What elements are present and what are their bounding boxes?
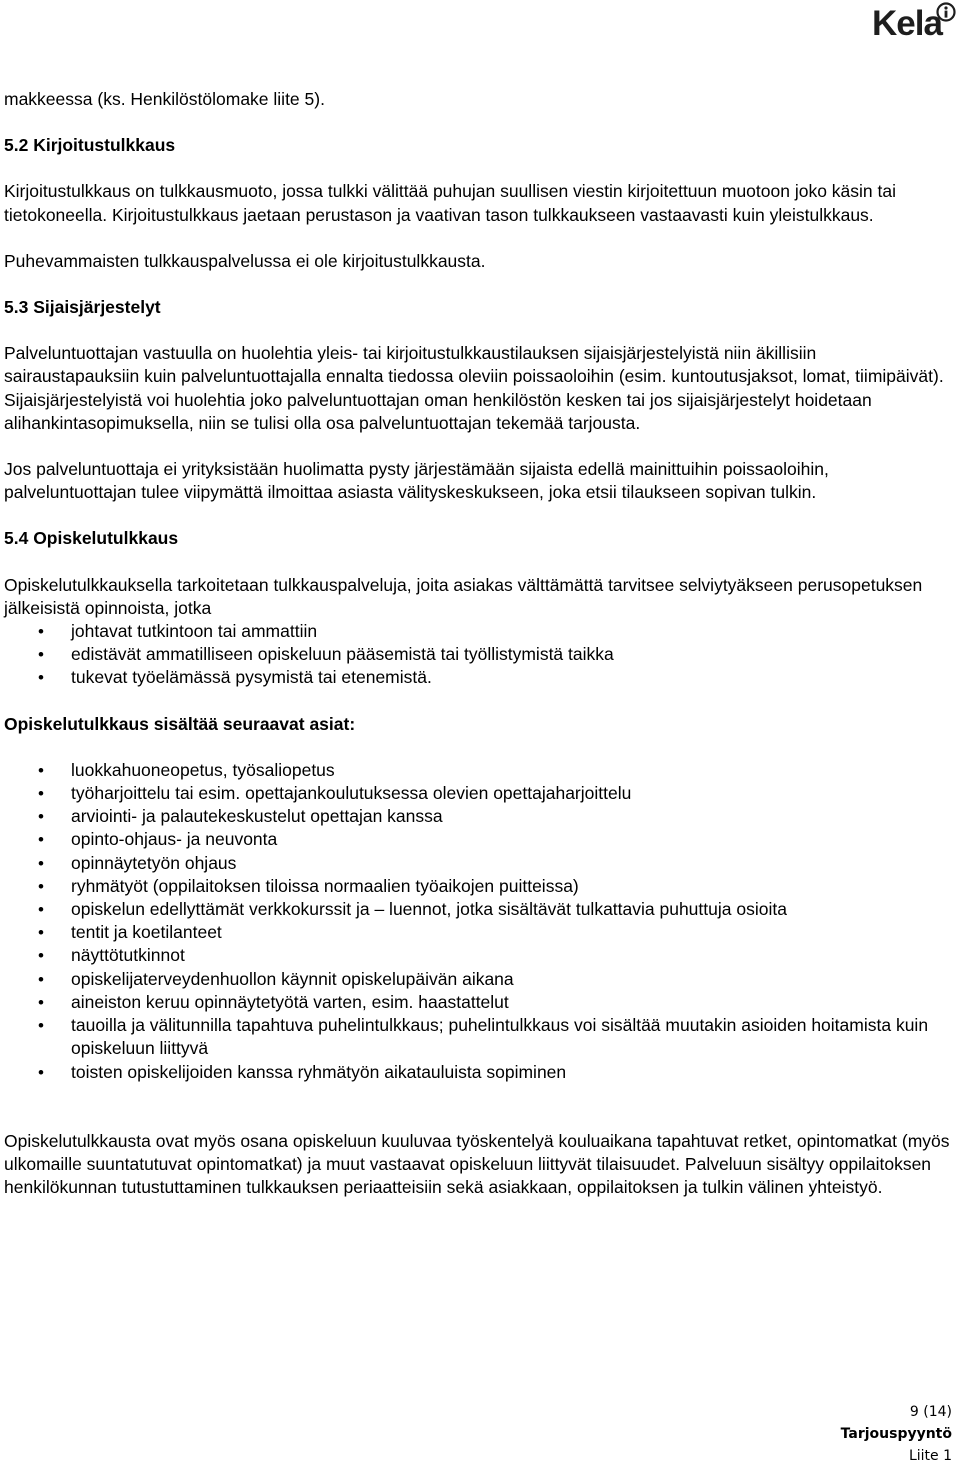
logo-text: Kela [872,4,942,43]
list-item: • opinto-ohjaus- ja neuvonta [38,829,278,850]
info-icon [936,2,956,22]
list-item: • toisten opiskelijoiden kanssa ryhmätyön aikatauluista sopiminen [38,1061,567,1082]
list-item: • ryhmätyöt (oppilaitoksen tiloissa normaalien työaikojen puitteissa) [38,875,579,896]
paragraph-5-3-a: Palveluntuottajan vastuulla on huolehtia yleis- tai kirjoitustulkkaustilauksen sijaisjärjestelyistä niin äkillisiin sairaustapauksiin kuin palveluntuottajalla ennalta tiedossa oleviin poissaoloihin (esim. kuntoutusjaksot, lomat, tiimipäivät). Sijaisjärjestelyistä voi huolehtia joko palveluntuottajan oman henkilöstön kesken tai jos sijaisjärjestelyt hoidetaan alihankintasopimuksella, niin se tulisi olla osa palveluntuottajan tekemää tarjousta. [4,343,944,433]
list-item: • tauoilla ja välitunnilla tapahtuva puhelintulkkaus; puhelintulkkaus voi sisältää muutakin asioiden hoitamista kuin opiskeluun liittyvä [38,1015,929,1059]
paragraph-final: Opiskelutulkkausta ovat myös osana opiskeluun kuuluvaa työskentelyä kouluaikana tapahtuvat retket, opintomatkat (myös ulkomaille suuntatutuvat opintomatkat) ja muut vastaavat opiskeluun liittyvät tilaisuudet. Palveluun sisältyy oppilaitoksen henkilökunnan tutustuttaminen tulkkauksen periaatteisiin sekä asiakkaan, oppilaitoksen ja tulkin välinen yhteistyö. [4,1130,950,1198]
paragraph-5-3-b: Jos palveluntuottaja ei yrityksistään huolimatta pysty järjestämään sijaista edellä mainittuihin poissaoloihin, palveluntuottajan tulee viipymättä ilmoittaa asiasta välityskeskukseen, joka etsii tilaukseen sopivan tulkin. [4,459,829,503]
document-title: Tarjouspyyntö [840,1426,952,1442]
list-item: • tentit ja koetilanteet [38,922,222,943]
list-item: • luokkahuoneopetus, työsaliopetus [38,759,335,780]
list-item: • työharjoittelu tai esim. opettajankoulutuksessa olevien opettajaharjoittelu [38,783,632,804]
page-footer [841,1401,952,1467]
paragraph-5-2-b: Puhevammaisten tulkkauspalvelussa ei ole kirjoitustulkkausta. [4,250,486,271]
list-item: • arviointi- ja palautekeskustelut opettajan kanssa [38,806,443,827]
list-item: • opinnäytetyön ohjaus [38,852,237,873]
list-item: • edistävät ammatilliseen opiskeluun pääsemistä tai työllistymistä taikka [38,644,614,665]
list-item: • johtavat tutkintoon tai ammattiin [38,621,318,642]
paragraph-5-4-a: Opiskelutulkkauksella tarkoitetaan tulkkauspalveluja, joita asiakas välttämättä tarvitsee selviytyäkseen perusopetuksen jälkeisistä opinnoista, jotka [4,574,923,618]
heading-5-4: 5.4 Opiskelutulkkaus [4,528,179,549]
heading-5-3: 5.3 Sijaisjärjestelyt [4,297,161,318]
list-contents [4,759,956,1084]
heading-5-2: 5.2 Kirjoitustulkkaus [4,135,176,156]
list-item: • näyttötutkinnot [38,945,185,966]
page-number: 9 (14) [909,1404,952,1420]
list-item: • opiskelun edellyttämät verkkokurssit ja – luennot, jotka sisältävät tulkattavia puhuttuja osioita [38,899,787,920]
kela-logo [872,2,956,44]
document-body [4,88,956,1199]
paragraph-intro: makkeessa (ks. Henkilöstölomake liite 5). [4,89,325,109]
list-study-goals [4,620,956,690]
paragraph-5-2-a: Kirjoitustulkkaus on tulkkausmuoto, jossa tulkki välittää puhujan suullisen viestin kirjoitettuun muotoon joko käsin tai tietokoneella. Kirjoitustulkkaus jaetaan perustason ja vaativan tason tulkkaukseen vastaavasti kuin yleistulkkaus. [4,181,896,225]
list-item: • opiskelijaterveydenhuollon käynnit opiskelupäivän aikana [38,968,514,989]
list-item: • aineiston keruu opinnäytetyötä varten, esim. haastattelut [38,991,509,1012]
list-item: • tukevat työelämässä pysymistä tai etenemistä. [38,667,432,688]
annex-label: Liite 1 [908,1448,952,1464]
heading-contents: Opiskelutulkkaus sisältää seuraavat asiat: [4,713,356,734]
